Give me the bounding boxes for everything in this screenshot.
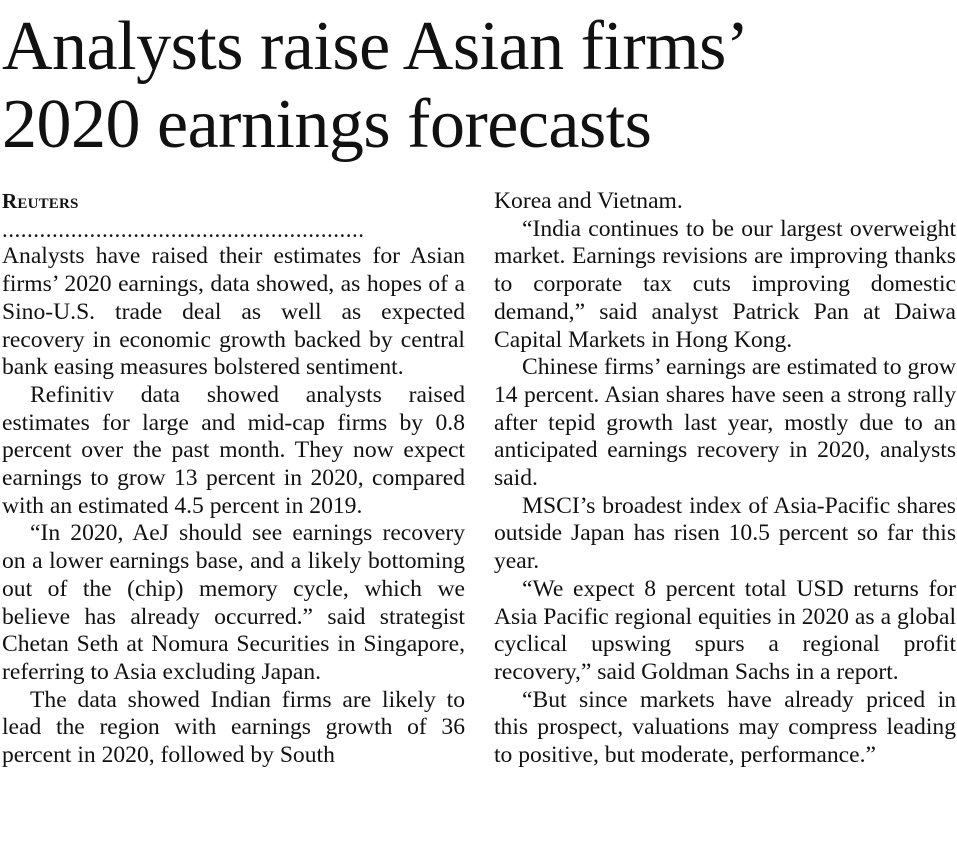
paragraph: Refinitiv data showed analysts raised estimates for large and mid-cap firms by 0.8 percent over the past month. They now expect earnings to grow 13 percent in 2020, compared with an estimated 4.5 percent in 2019. — [2, 381, 465, 519]
paragraph: Chinese firms’ earnings are estimated to grow 14 percent. Asian shares have seen a strong rally after tepid growth last year, mostly due to an anticipated earnings recovery in 2020, analysts said. — [494, 354, 956, 492]
headline-line-1: Analysts raise Asian firms’ — [2, 8, 749, 85]
headline — [2, 8, 957, 164]
paragraph: The data showed Indian firms are likely to lead the region with earnings growth of 36 percent in 2020, followed by South — [2, 686, 465, 769]
article-column-left — [2, 188, 465, 770]
paragraph: “We expect 8 percent total USD returns for Asia Pacific regional equities in 2020 as a global cyclical upswing spurs a regional profit recovery,” said Goldman Sachs in a report. — [494, 575, 956, 685]
paragraph: “In 2020, AeJ should see earnings recovery on a lower earnings base, and a likely bottoming out of the (chip) memory cycle, which we believe has already occurred.” said strategist Chetan Seth at Nomura Securities in Singapore, referring to Asia excluding Japan. — [2, 520, 465, 685]
headline-line-2: 2020 earnings forecasts — [2, 86, 652, 163]
paragraph-continued: Korea and Vietnam. — [494, 188, 683, 214]
paragraph: Analysts have raised their estimates for Asian firms’ 2020 earnings, data showed, as hopes of a Sino-U.S. trade deal as well as expected recovery in economic growth backed by central bank easing measures bolstered sentiment. — [2, 243, 465, 381]
byline-separator: .......................................................... — [2, 216, 365, 242]
paragraph: “India continues to be our largest overweight market. Earnings revisions are improving thanks to corporate tax cuts improving domestic demand,” said analyst Patrick Pan at Daiwa Capital Markets in Hong Kong. — [494, 215, 956, 353]
paragraph: “But since markets have already priced in this prospect, valuations may compress leading to positive, but moderate, performance.” — [494, 686, 956, 769]
article-column-right — [494, 188, 956, 770]
byline: Reuters — [2, 189, 79, 213]
paragraph: MSCI’s broadest index of Asia-Pacific shares outside Japan has risen 10.5 percent so far this year. — [494, 492, 956, 575]
